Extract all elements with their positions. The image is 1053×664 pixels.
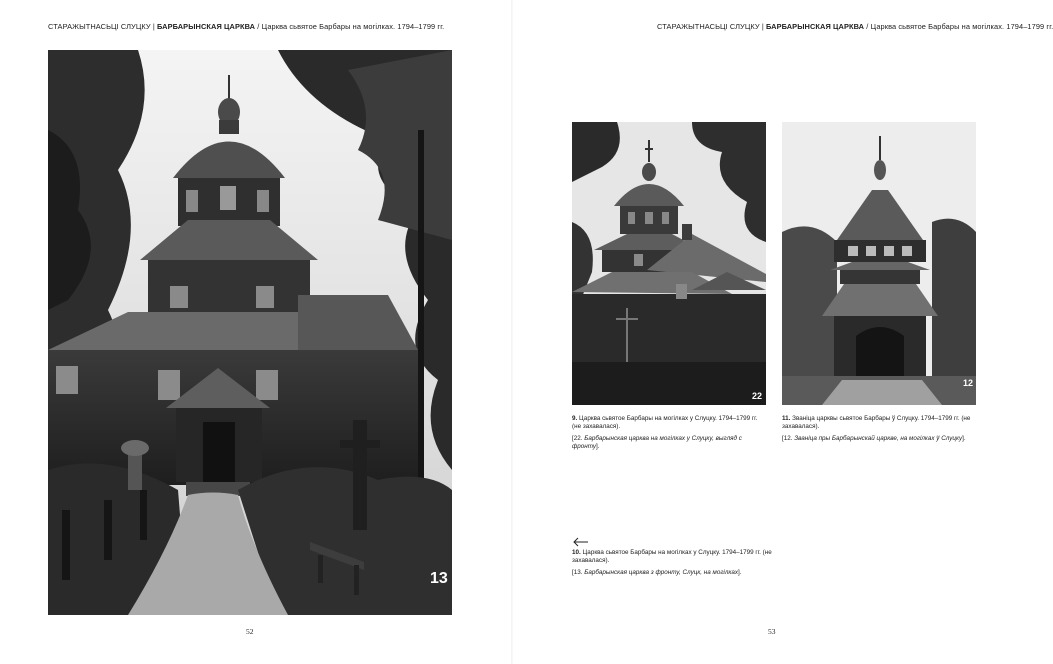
caption-note: [22. Барбарынская царква на могілках у Слуцку, выгляд с фронту]. <box>572 434 742 451</box>
photo-church-main <box>48 50 452 615</box>
page-number-right: 53 <box>768 627 776 636</box>
photo-church-front <box>572 122 766 405</box>
spread-gutter <box>511 0 513 664</box>
photo-bell-tower <box>782 122 976 405</box>
photo-number: 22 <box>752 391 763 401</box>
caption-text: 9. Царква сьвятое Барбары на могілках у Слуцку. 1794–1799 гг. (не захавалася). <box>572 415 758 431</box>
page-number-left: 52 <box>246 627 254 636</box>
caption-10 <box>572 549 772 580</box>
caption-9 <box>572 415 768 455</box>
caption-text: 10. Царква сьвятое Барбары на могілках у Слуцку. 1794–1799 гг. (не захавалася). <box>572 549 772 565</box>
running-header-left: СТАРАЖЫТНАСЬЦІ СЛУЦКУ | БАРБАРЫНСКАЯ ЦАРКВА / Царква сьвятое Барбары на могілках. 1794–1799 гг. <box>48 22 445 31</box>
caption-note: [13. Барбарынская царква з фронту, Слуцк, на могілках]. <box>572 568 742 576</box>
photo-number: 13 <box>430 570 448 587</box>
caption-text: 11. Званіца царквы сьвятое Барбары ў Слуцку. 1794–1799 гг. (не захавалася). <box>782 415 971 431</box>
running-header-right: СТАРАЖЫТНАСЬЦІ СЛУЦКУ | БАРБАРЫНСКАЯ ЦАРКВА / Царква сьвятое Барбары на могілках. 1794–1799 гг. <box>657 22 1053 31</box>
caption-11 <box>782 415 978 446</box>
arrow-left-icon <box>572 537 588 547</box>
photo-number: 12 <box>963 378 974 388</box>
caption-note: [12. Званіца пры Барбарынскай царкве, на могілках ў Слуцку]. <box>782 434 966 442</box>
